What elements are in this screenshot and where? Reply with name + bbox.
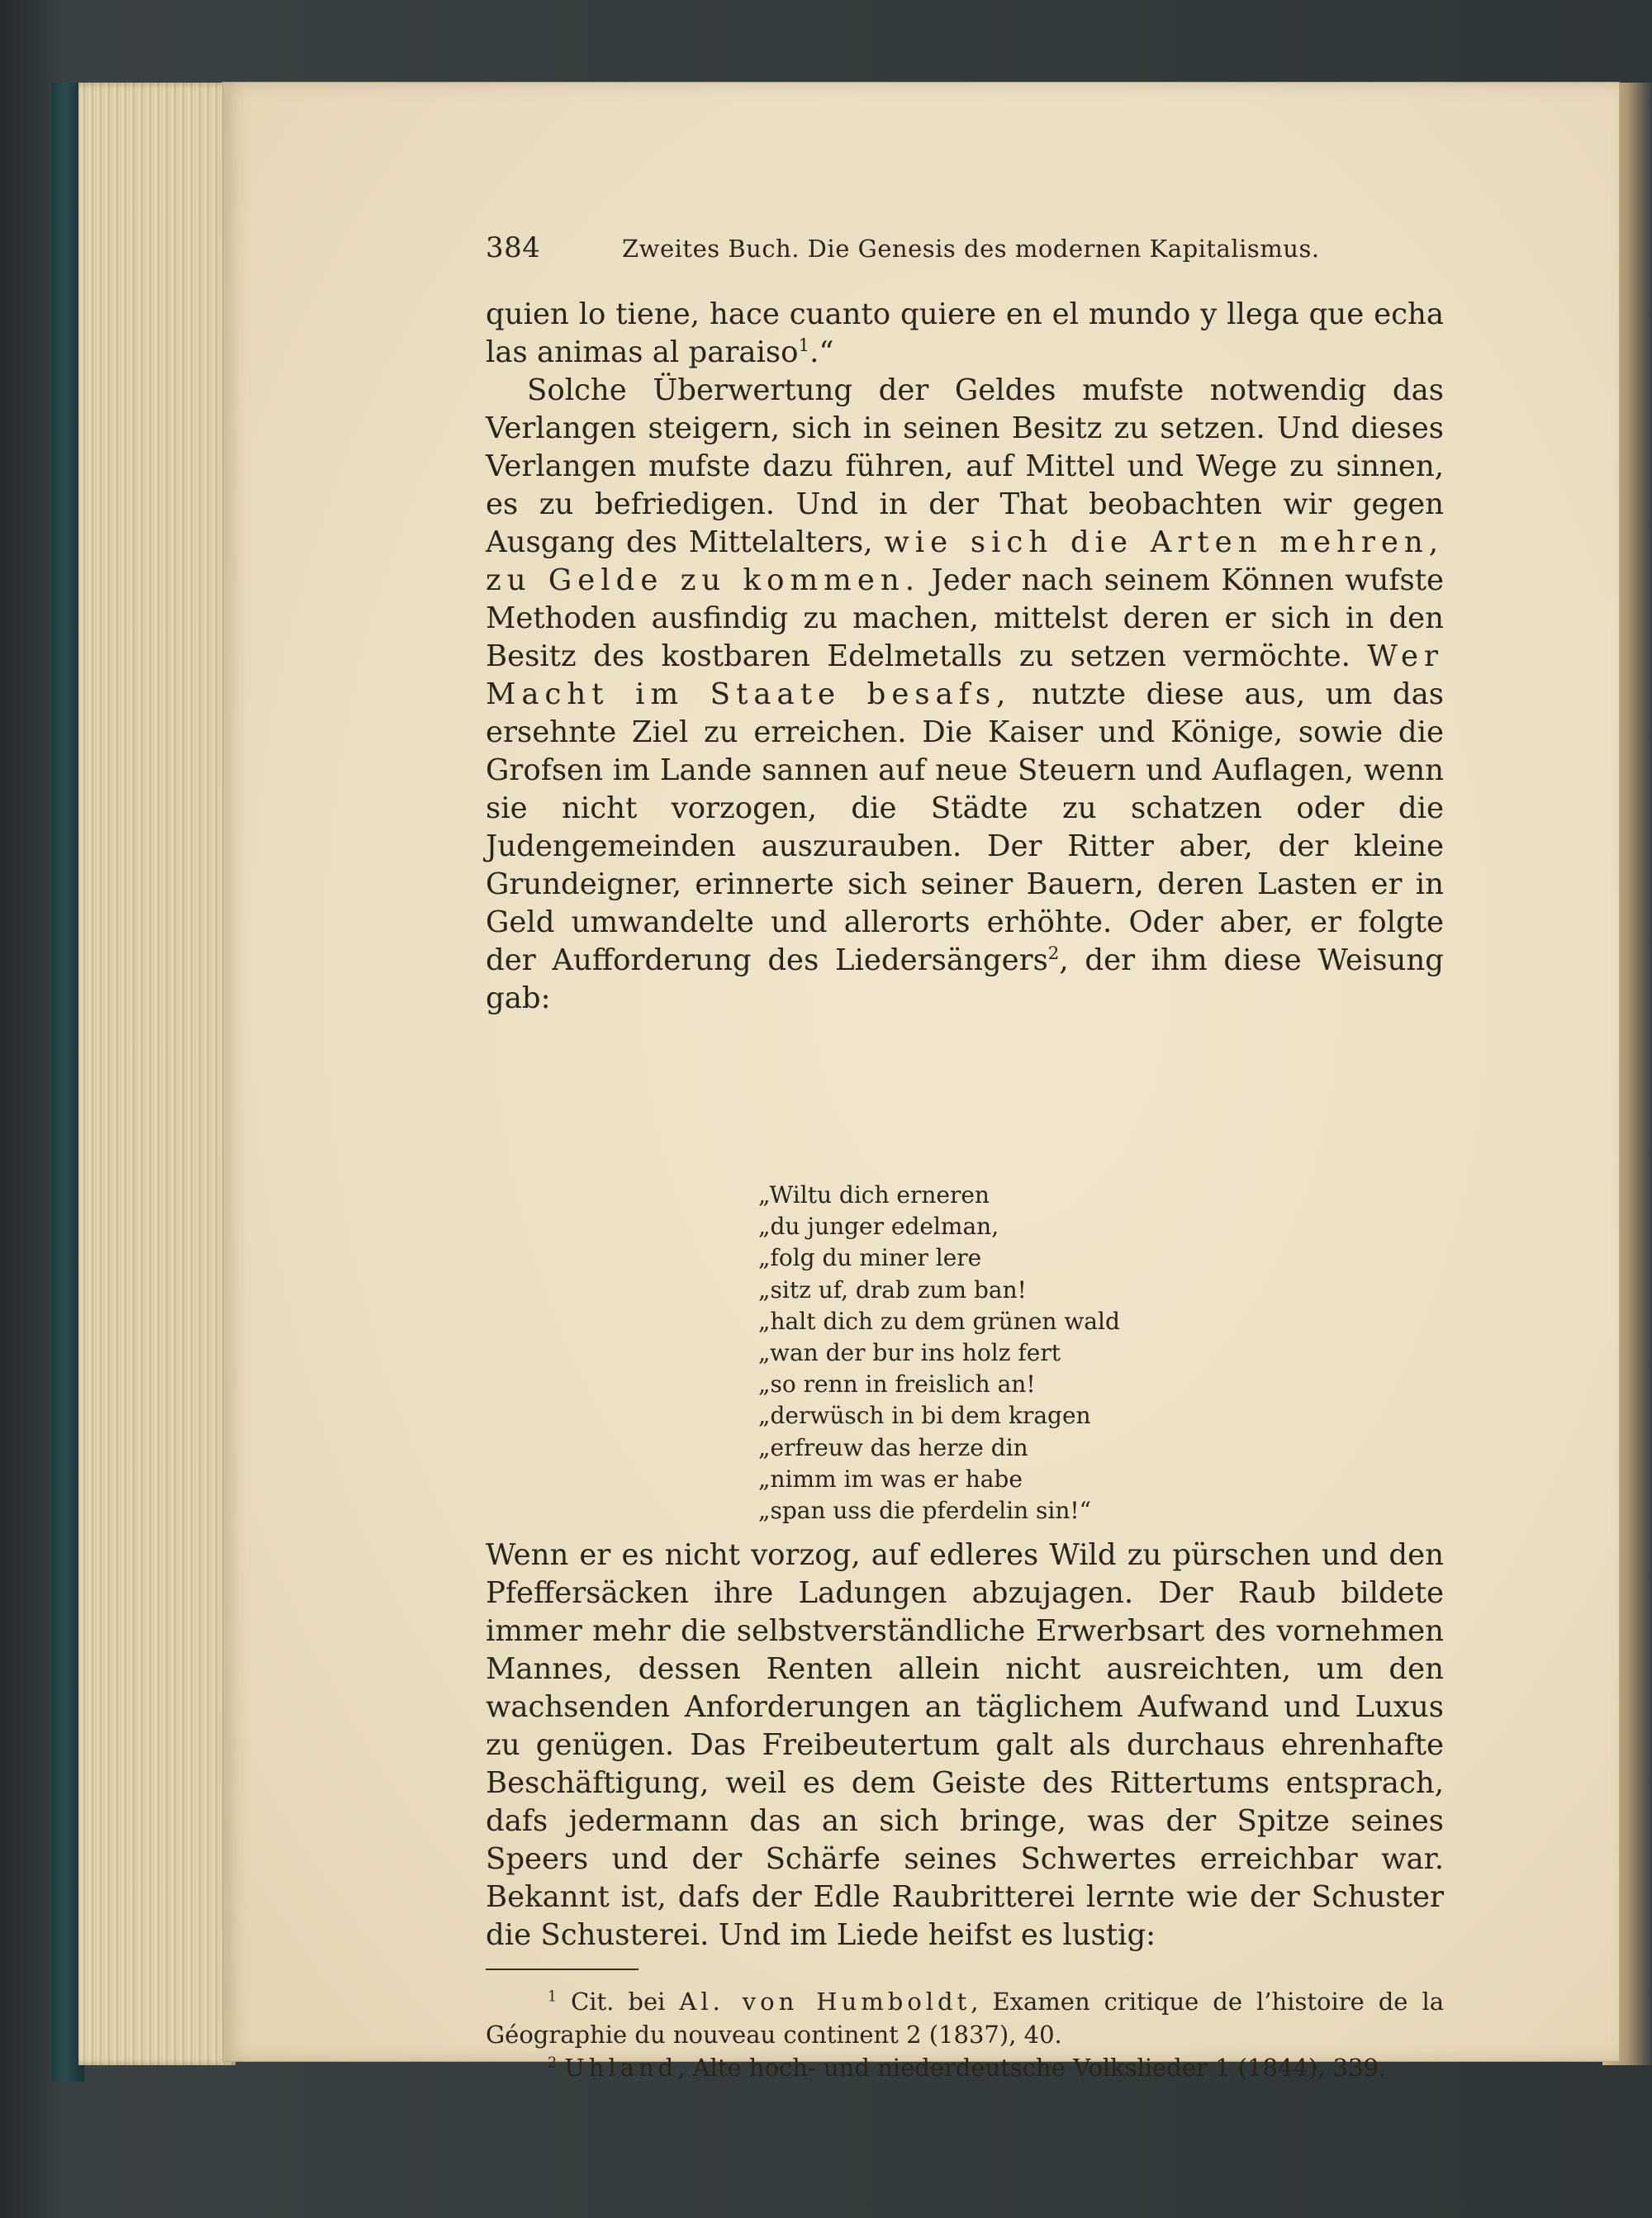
paragraph-2-text-c: nutzte diese aus, um das ersehnte Ziel zu erreichen. Die Kaiser und Könige, sowie die Grofsen im Lande sannen auf neue Steuern und Auflagen, wenn sie nicht vorzogen, die Städte zu schatzen oder die Judengemeinden auszurauben. Der Ritter aber, der kleine Grundeigner, erinnerte sich seiner Bauern, deren Lasten er in Geld umwandelte und allerorts erhöhte. Oder aber, er folgte der Aufforderung des Liedersängers — [486, 677, 1445, 977]
footnote-1 — [486, 1985, 1444, 2051]
footnote-1-author: Al. von Humboldt — [679, 1988, 971, 2016]
verse-line: „nimm im was er habe — [758, 1465, 1023, 1493]
verse-line: „sitz uf, drab zum ban! — [758, 1275, 1027, 1304]
paragraph-2-text-b: Jeder nach seinem Können wufste Methoden ausfindig zu machen, mittelst deren er sich in den Besitz des kostbaren Edelmetalls zu setzen vermöchte. — [486, 563, 1444, 673]
footnote-2-author: Uhland — [564, 2054, 678, 2082]
verse-line: „folg du miner lere — [758, 1244, 982, 1272]
spaced-emphasis-2: Wer Macht im Staate besafs, — [486, 639, 1444, 711]
footnote-ref-2: 2 — [1047, 943, 1060, 965]
paragraph-1 — [486, 296, 1444, 372]
footnote-1-mark: 1 — [548, 1988, 558, 2006]
paragraph-3: Wenn er es nicht vorzog, auf edleres Wild zu pürschen und den Pfeffersäcken ihre Ladungen abzujagen. Der Raub bildete immer mehr die selbstverständliche Erwerbsart des vornehmen Mannes, dessen Renten allein nicht ausreichten, um den wachsenden Anforderungen an täglichem Aufwand und Luxus zu genügen. Das Freibeutertum galt als durchaus ehrenhafte Beschäftigung, weil es dem Geiste des Rittertums entsprach, dafs jedermann das an sich bringe, was der Spitze seines Speers und der Schärfe seines Schwertes erreichbar war. Bekannt ist, dafs der Edle Raubritterei lernte wie der Schuster die Schusterei. Und im Liede heifst es lustig: — [486, 1538, 1444, 1952]
paragraph-2-text-d: , der ihm diese Weisung gab: — [486, 943, 1444, 1015]
paragraph-2 — [486, 372, 1444, 1018]
verse-line: „halt dich zu dem grünen wald — [758, 1307, 1120, 1335]
paragraph-2-text-a: Solche Überwertung der Geldes mufste notwendig das Verlangen steigern, sich in seinen Besitz zu setzen. Und dieses Verlangen mufste dazu führen, auf Mittel und Wege zu sinnen, es zu befriedigen. Und in der That beobachten wir gegen Ausgang des Mittelalters, — [486, 373, 1444, 559]
page-edges — [78, 83, 235, 2065]
footnote-2 — [486, 2051, 1444, 2084]
footnotes — [486, 1985, 1444, 2084]
verse-quotation — [758, 1180, 1254, 1527]
spaced-emphasis-1: wie sich die Arten mehren, zu Gelde zu kommen. — [486, 525, 1444, 597]
paragraph-1-text: quien lo tiene, hace cuanto quiere en el mundo y llega que echa las animas al paraiso — [486, 297, 1444, 369]
footnote-ref-1: 1 — [798, 335, 810, 357]
footnote-2-text: , Alte hoch- und niederdeutsche Volkslieder 1 (1844), 339. — [677, 2054, 1387, 2082]
page-number: 384 — [486, 231, 541, 264]
footnote-divider — [486, 1969, 638, 1970]
verse-line: „span uss die pferdelin sin!“ — [758, 1497, 1091, 1525]
main-text — [486, 296, 1444, 1018]
verse-line: „erfreuw das herze din — [758, 1433, 1028, 1461]
footnote-1-text-a: Cit. bei — [571, 1988, 666, 2016]
verse-line: „derwüsch in bi dem kragen — [758, 1402, 1091, 1430]
footnote-1-text-b: , Examen critique de l’histoire de la Géographie du nouveau continent 2 (1837), 40. — [486, 1988, 1445, 2049]
running-header — [486, 231, 1444, 273]
verse-line: „du junger edelman, — [758, 1213, 999, 1241]
paragraph-1-end: .“ — [809, 335, 834, 369]
verse-line: „wan der bur ins holz fert — [758, 1339, 1061, 1367]
footnote-2-mark: 2 — [548, 2054, 558, 2072]
verse-line: „so renn in freislich an! — [758, 1370, 1036, 1399]
verse-line: „Wiltu dich erneren — [758, 1181, 990, 1209]
running-title: Zweites Buch. Die Genesis des modernen Kapitalismus. — [622, 235, 1320, 263]
